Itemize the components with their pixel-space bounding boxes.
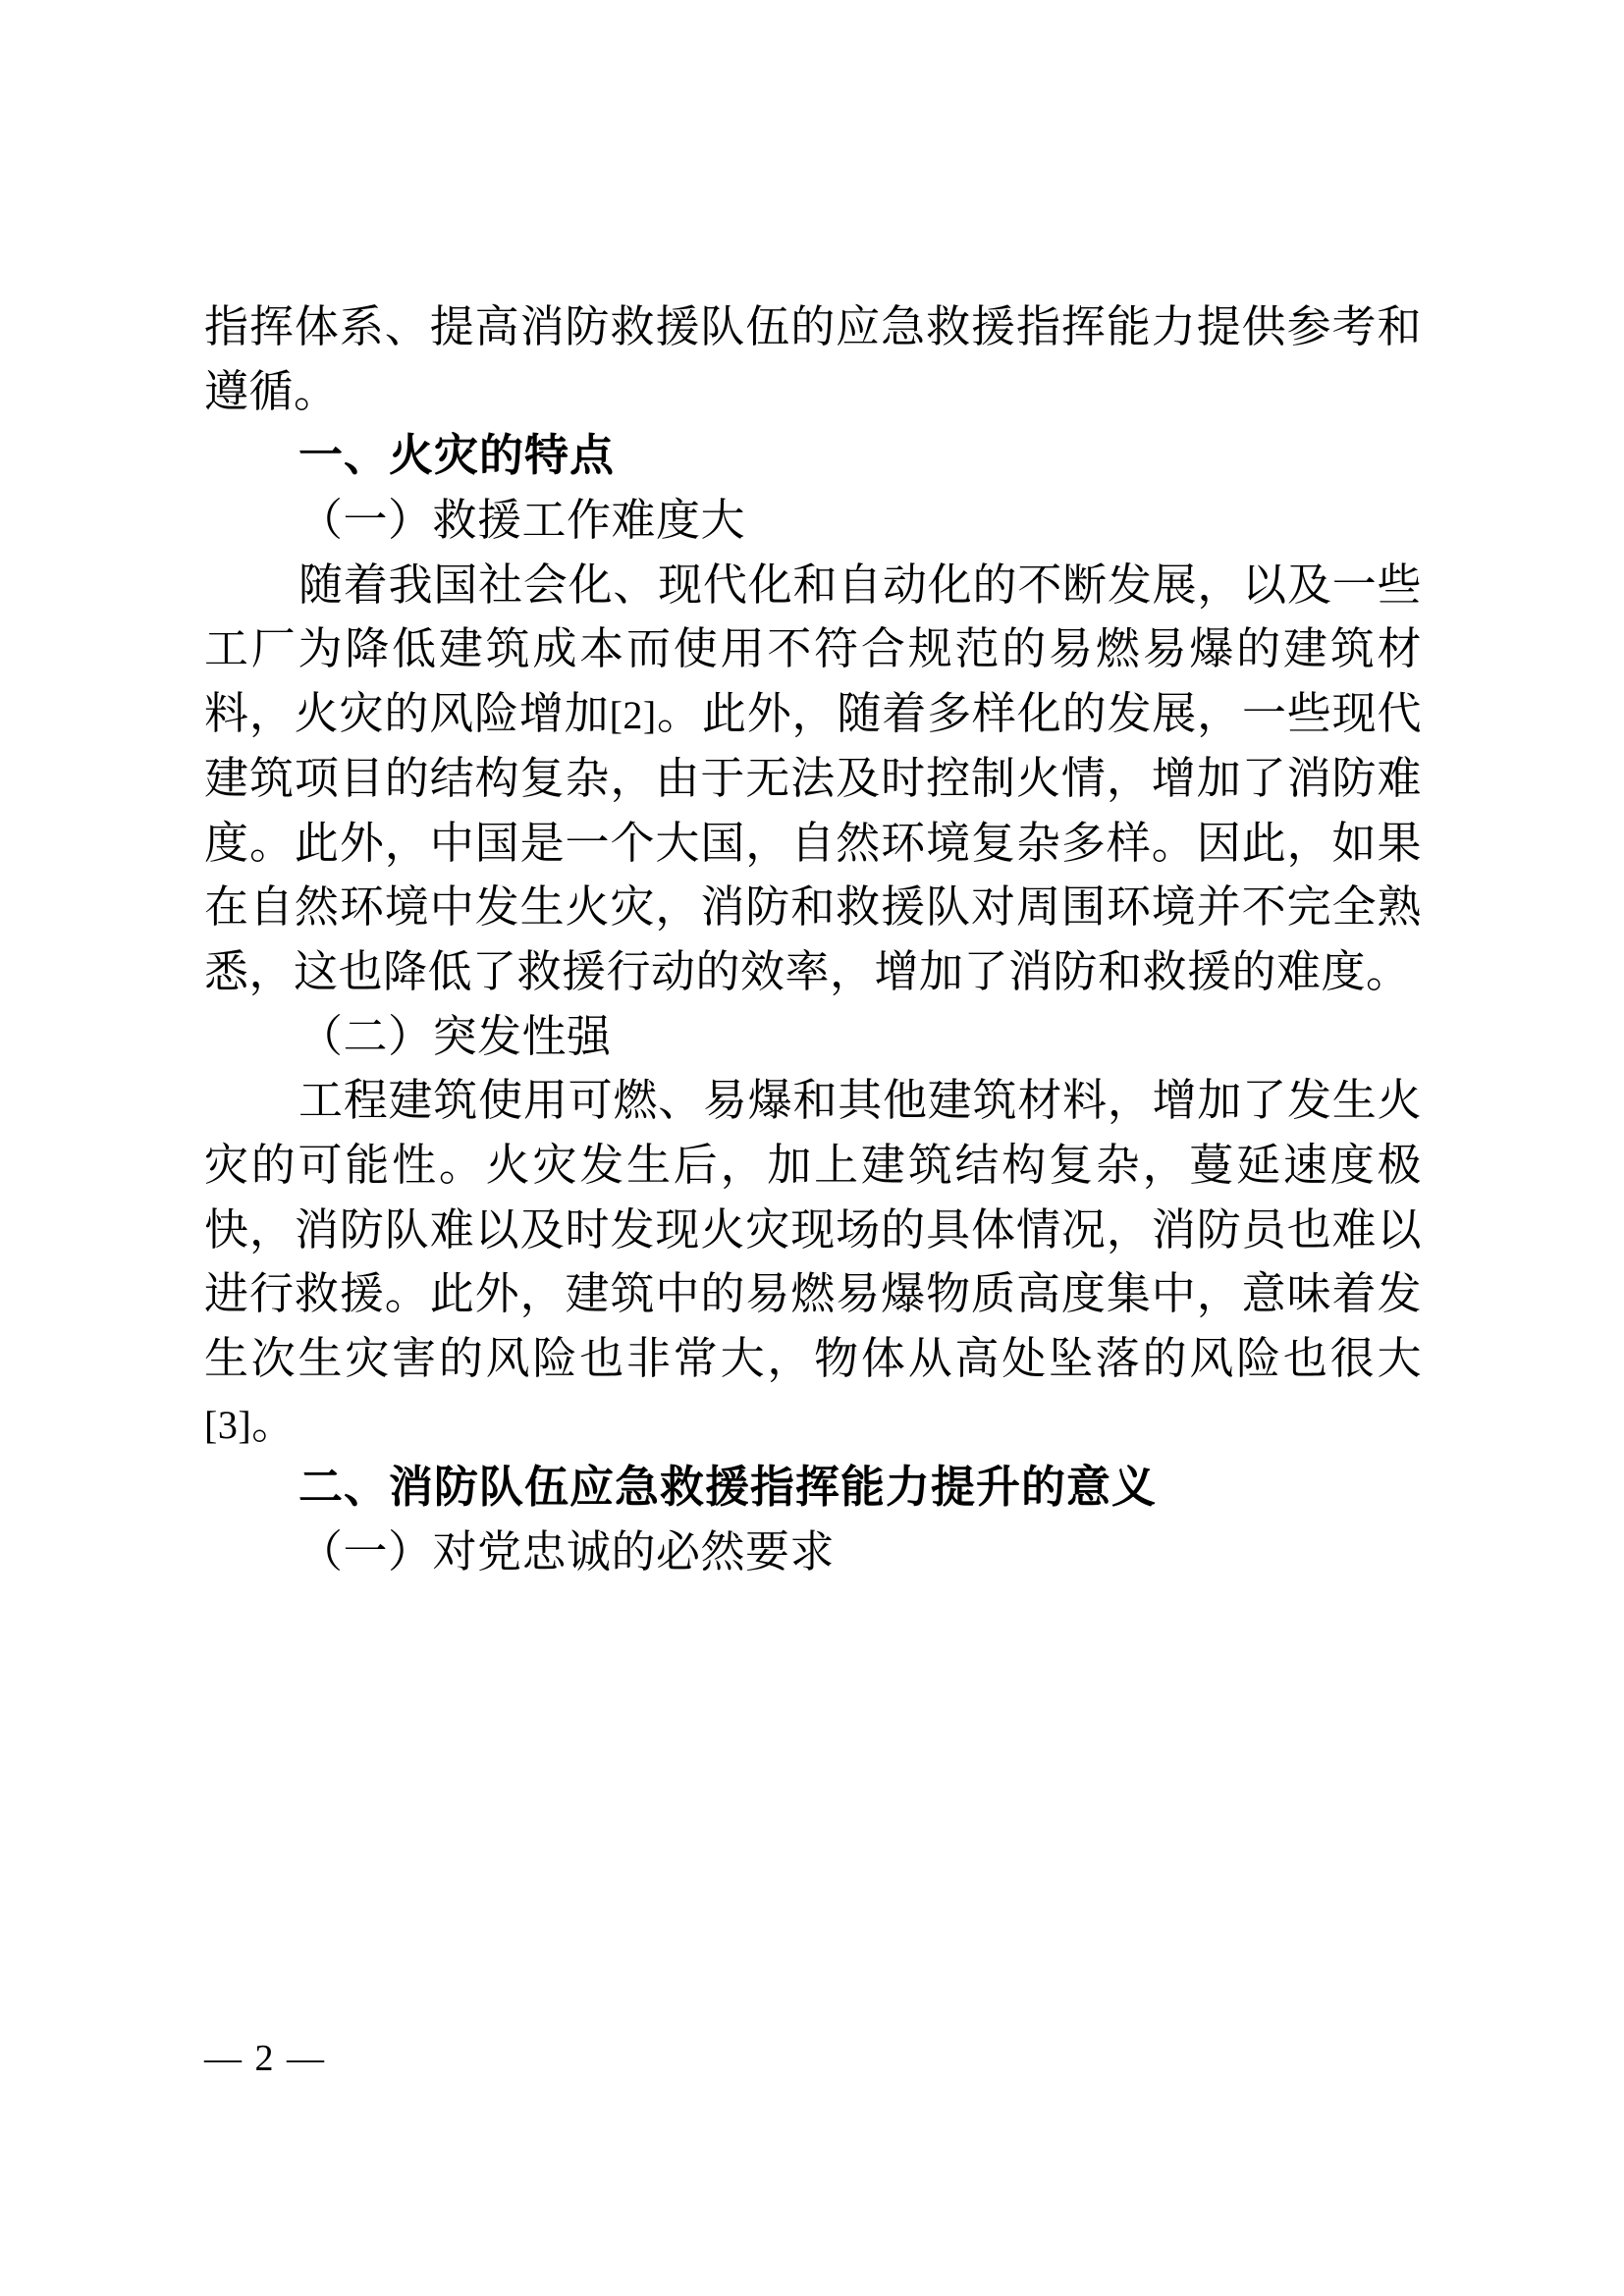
paragraph-text-after-ref: 。 [251, 1397, 297, 1448]
reference-marker-2: [2] [609, 693, 657, 738]
paragraph-text-after-ref: 。此外，随着多样化的发展，一些现代建筑项目的结构复杂，由于无法及时控制火情，增加了消防难度。此外，中国是一个大国，自然环境复杂多样。因此，如果在自然环境中发生火灾，消防和救援队对周围环境并不完全熟悉，这也降低了救援行动的效率，增加了消防和救援的难度。 [204, 688, 1422, 996]
heading-section-one: 一、火灾的特点 [298, 430, 616, 481]
heading-subsection-two-one: （一）对党忠诚的必然要求 [298, 1526, 836, 1577]
paragraph-text-before-ref: 工程建筑使用可燃、易爆和其他建筑材料，增加了发生火灾的可能性。火灾发生后，加上建筑结构复杂，蔓延速度极快，消防队难以及时发现火灾现场的具体情况，消防员也难以进行救援。此外，建筑中的易燃易爆物质高度集中，意味着发生次生灾害的风险也非常大，物体从高处坠落的风险也很大 [204, 1075, 1422, 1383]
heading-subsection-one-two: （二）突发性强 [298, 1010, 612, 1061]
page-footer [0, 2037, 1624, 2080]
paragraph-rescue-difficulty [204, 553, 1422, 1004]
paragraph-text-before-ref: 随着我国社会化、现代化和自动化的不断发展，以及一些工厂为降低建筑成本而使用不符合规范的易燃易爆的建筑材料，火灾的风险增加 [204, 559, 1422, 739]
paragraph-sudden-outbreak [204, 1068, 1422, 1455]
page-number: — 2 — [204, 2038, 326, 2079]
heading-section-two: 二、消防队伍应急救援指挥能力提升的意义 [298, 1462, 1158, 1513]
page-content [204, 294, 1422, 1584]
heading-subsection-one-one: （一）救援工作难度大 [298, 495, 746, 546]
reference-marker-3: [3] [204, 1402, 252, 1447]
paragraph-continuation: 指挥体系、提高消防救援队伍的应急救援指挥能力提供参考和遵循。 [204, 301, 1422, 416]
